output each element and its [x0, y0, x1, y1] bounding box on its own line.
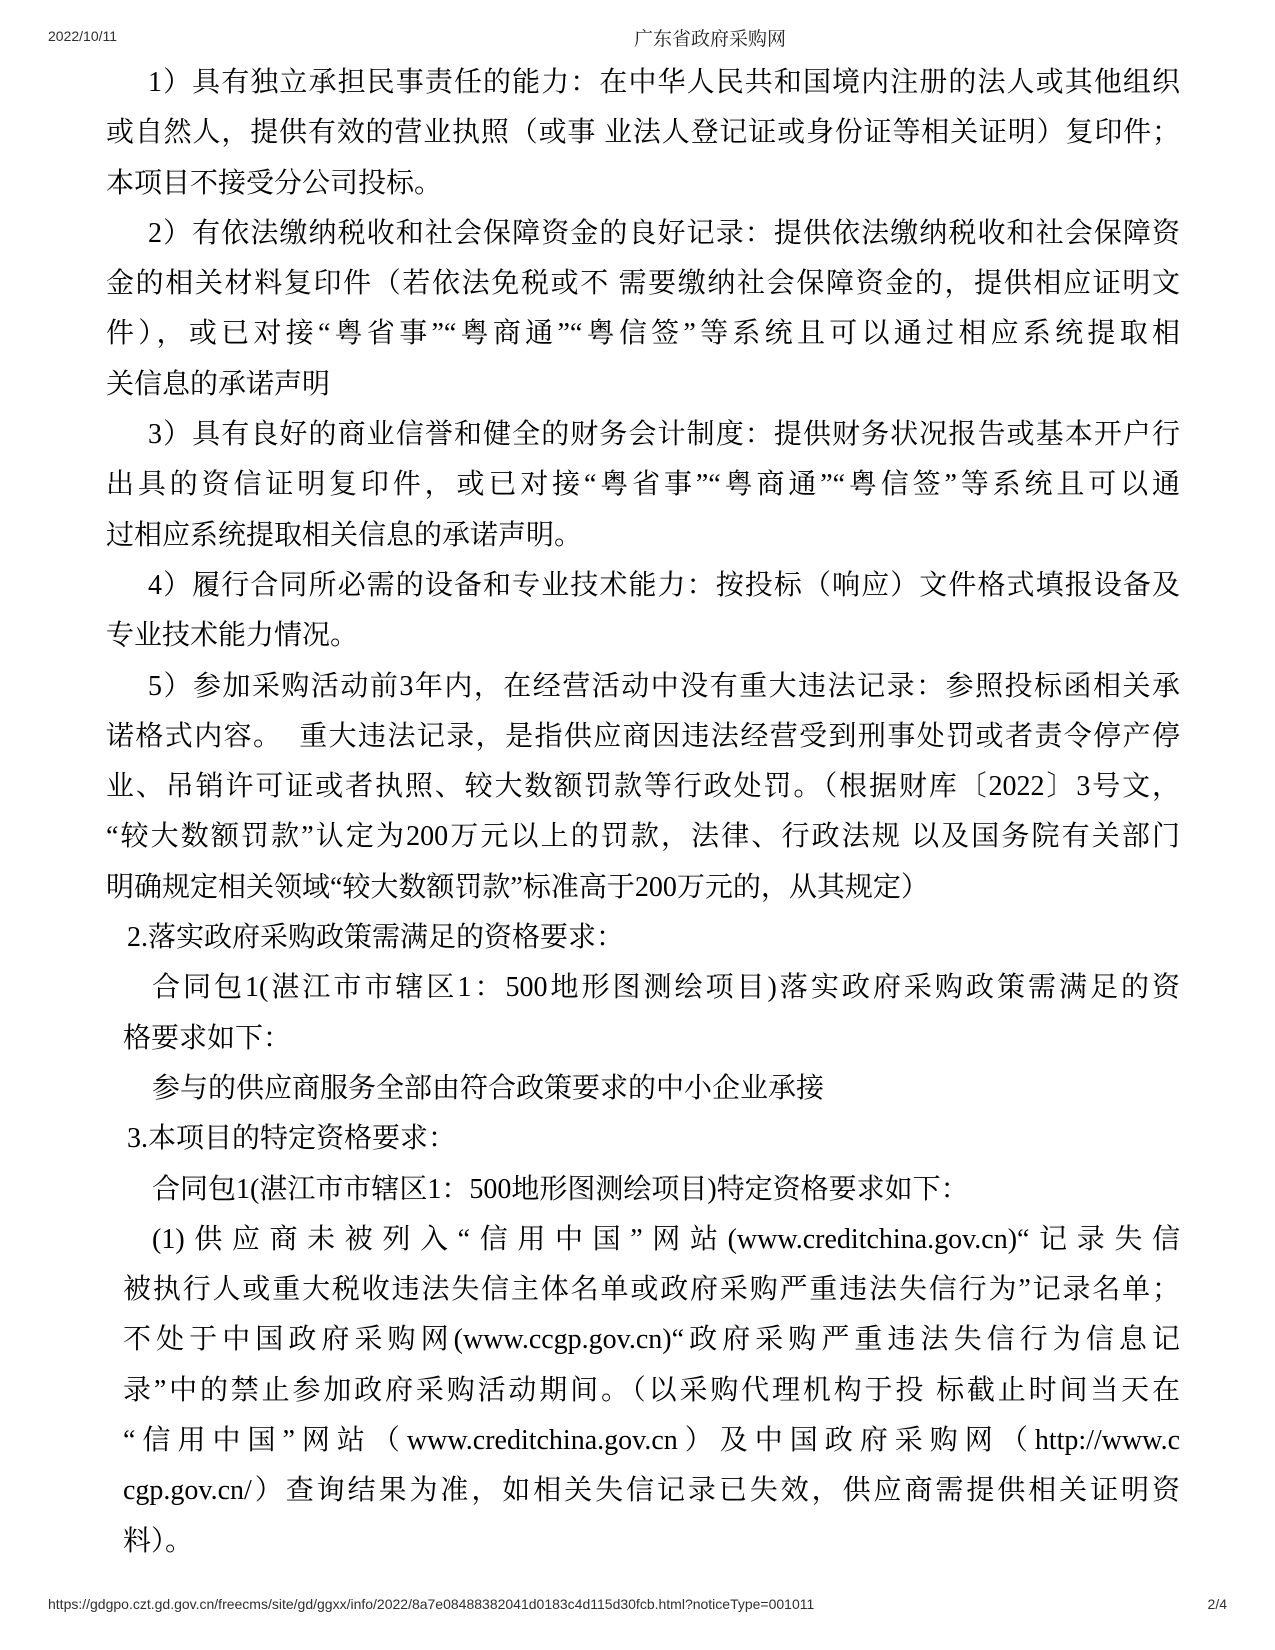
document-line: cgp.gov.cn/）查询结果为准，如相关失信记录已失效，供应商需提供相关证明资	[123, 1475, 1180, 1507]
document-line: 诺格式内容。 重大违法记录，是指供应商因违法经营受到刑事处罚或者责令停产停	[106, 720, 1180, 752]
document-line: 格要求如下：	[123, 1022, 292, 1054]
document-line: 过相应系统提取相关信息的承诺声明。	[106, 519, 583, 551]
document-line: 明确规定相关领域“较大数额罚款”标准高于200万元的，从其规定）	[106, 871, 929, 903]
page-number: 2/4	[1207, 1596, 1227, 1612]
document-line: 出具的资信证明复印件，或已对接“粤省事”“粤商通”“粤信签”等系统且可以通	[106, 469, 1180, 501]
document-line: 3）具有良好的商业信誉和健全的财务会计制度：提供财务状况报告或基本开户行	[148, 419, 1180, 451]
document-line: 录”中的禁止参加政府采购活动期间。（以采购代理机构于投 标截止时间当天在	[123, 1374, 1180, 1406]
document-line: 关信息的承诺声明	[106, 368, 331, 400]
source-url: https://gdgpo.czt.gd.gov.cn/freecms/site/gd/ggxx/info/2022/8a7e08488382041d0183c4d115d30fcb.html?noticeType=001011	[48, 1596, 815, 1612]
document-line: 4）履行合同所必需的设备和专业技术能力：按投标（响应）文件格式填报设备及	[148, 569, 1180, 601]
site-title: 广东省政府采购网	[633, 29, 787, 50]
document-line: 合同包1(湛江市市辖区1：500地形图测绘项目)特定资格要求如下：	[152, 1173, 969, 1205]
document-line: 1）具有独立承担民事责任的能力：在中华人民共和国境内注册的法人或其他组织	[148, 67, 1180, 98]
document-line: 5）参加采购活动前3年内，在经营活动中没有重大违法记录：参照投标函相关承	[148, 670, 1180, 702]
document-line: 金的相关材料复印件（若依法免税或不 需要缴纳社会保障资金的，提供相应证明文	[106, 268, 1180, 300]
document-line: 专业技术能力情况。	[106, 620, 359, 652]
document-line: “较大数额罚款”认定为200万元以上的罚款，法律、行政法规 以及国务院有关部门	[106, 821, 1180, 853]
document-line: 3.本项目的特定资格要求：	[127, 1123, 457, 1155]
document-line: 参与的供应商服务全部由符合政策要求的中小企业承接	[152, 1072, 825, 1104]
document-line: 2.落实政府采购政策需满足的资格要求：	[127, 922, 625, 954]
document-body	[0, 58, 1275, 1567]
document-line: 料）。	[123, 1525, 194, 1557]
document-line: 件），或已对接“粤省事”“粤商通”“粤信签”等系统且可以通过相应系统提取相	[106, 318, 1180, 350]
document-line: 被执行人或重大税收违法失信主体名单或政府采购严重违法失信行为”记录名单；	[123, 1274, 1180, 1306]
document-line: 业、吊销许可证或者执照、较大数额罚款等行政处罚。（根据财库〔2022〕3号文，	[106, 771, 1180, 803]
document-line: 2）有依法缴纳税收和社会保障资金的良好记录：提供依法缴纳税收和社会保障资	[148, 217, 1180, 249]
document-line: “信用中国”网站（www.creditchina.gov.cn）及中国政府采购网（http://www.c	[123, 1425, 1180, 1457]
document-line: 合同包1(湛江市市辖区1：500地形图测绘项目)落实政府采购政策需满足的资	[152, 972, 1180, 1004]
print-date: 2022/10/11	[48, 28, 118, 44]
print-footer	[0, 1596, 1275, 1612]
document-line: 不处于中国政府采购网(www.ccgp.gov.cn)“政府采购严重违法失信行为信息记	[123, 1324, 1180, 1356]
print-header	[0, 0, 1275, 52]
document-line: 或自然人，提供有效的营业执照（或事 业法人登记证或身份证等相关证明）复印件；	[106, 117, 1180, 149]
document-line: 本项目不接受分公司投标。	[106, 167, 443, 199]
document-line: (1)供应商未被列入“信用中国”网站(www.creditchina.gov.cn)“记录失信	[152, 1223, 1180, 1255]
